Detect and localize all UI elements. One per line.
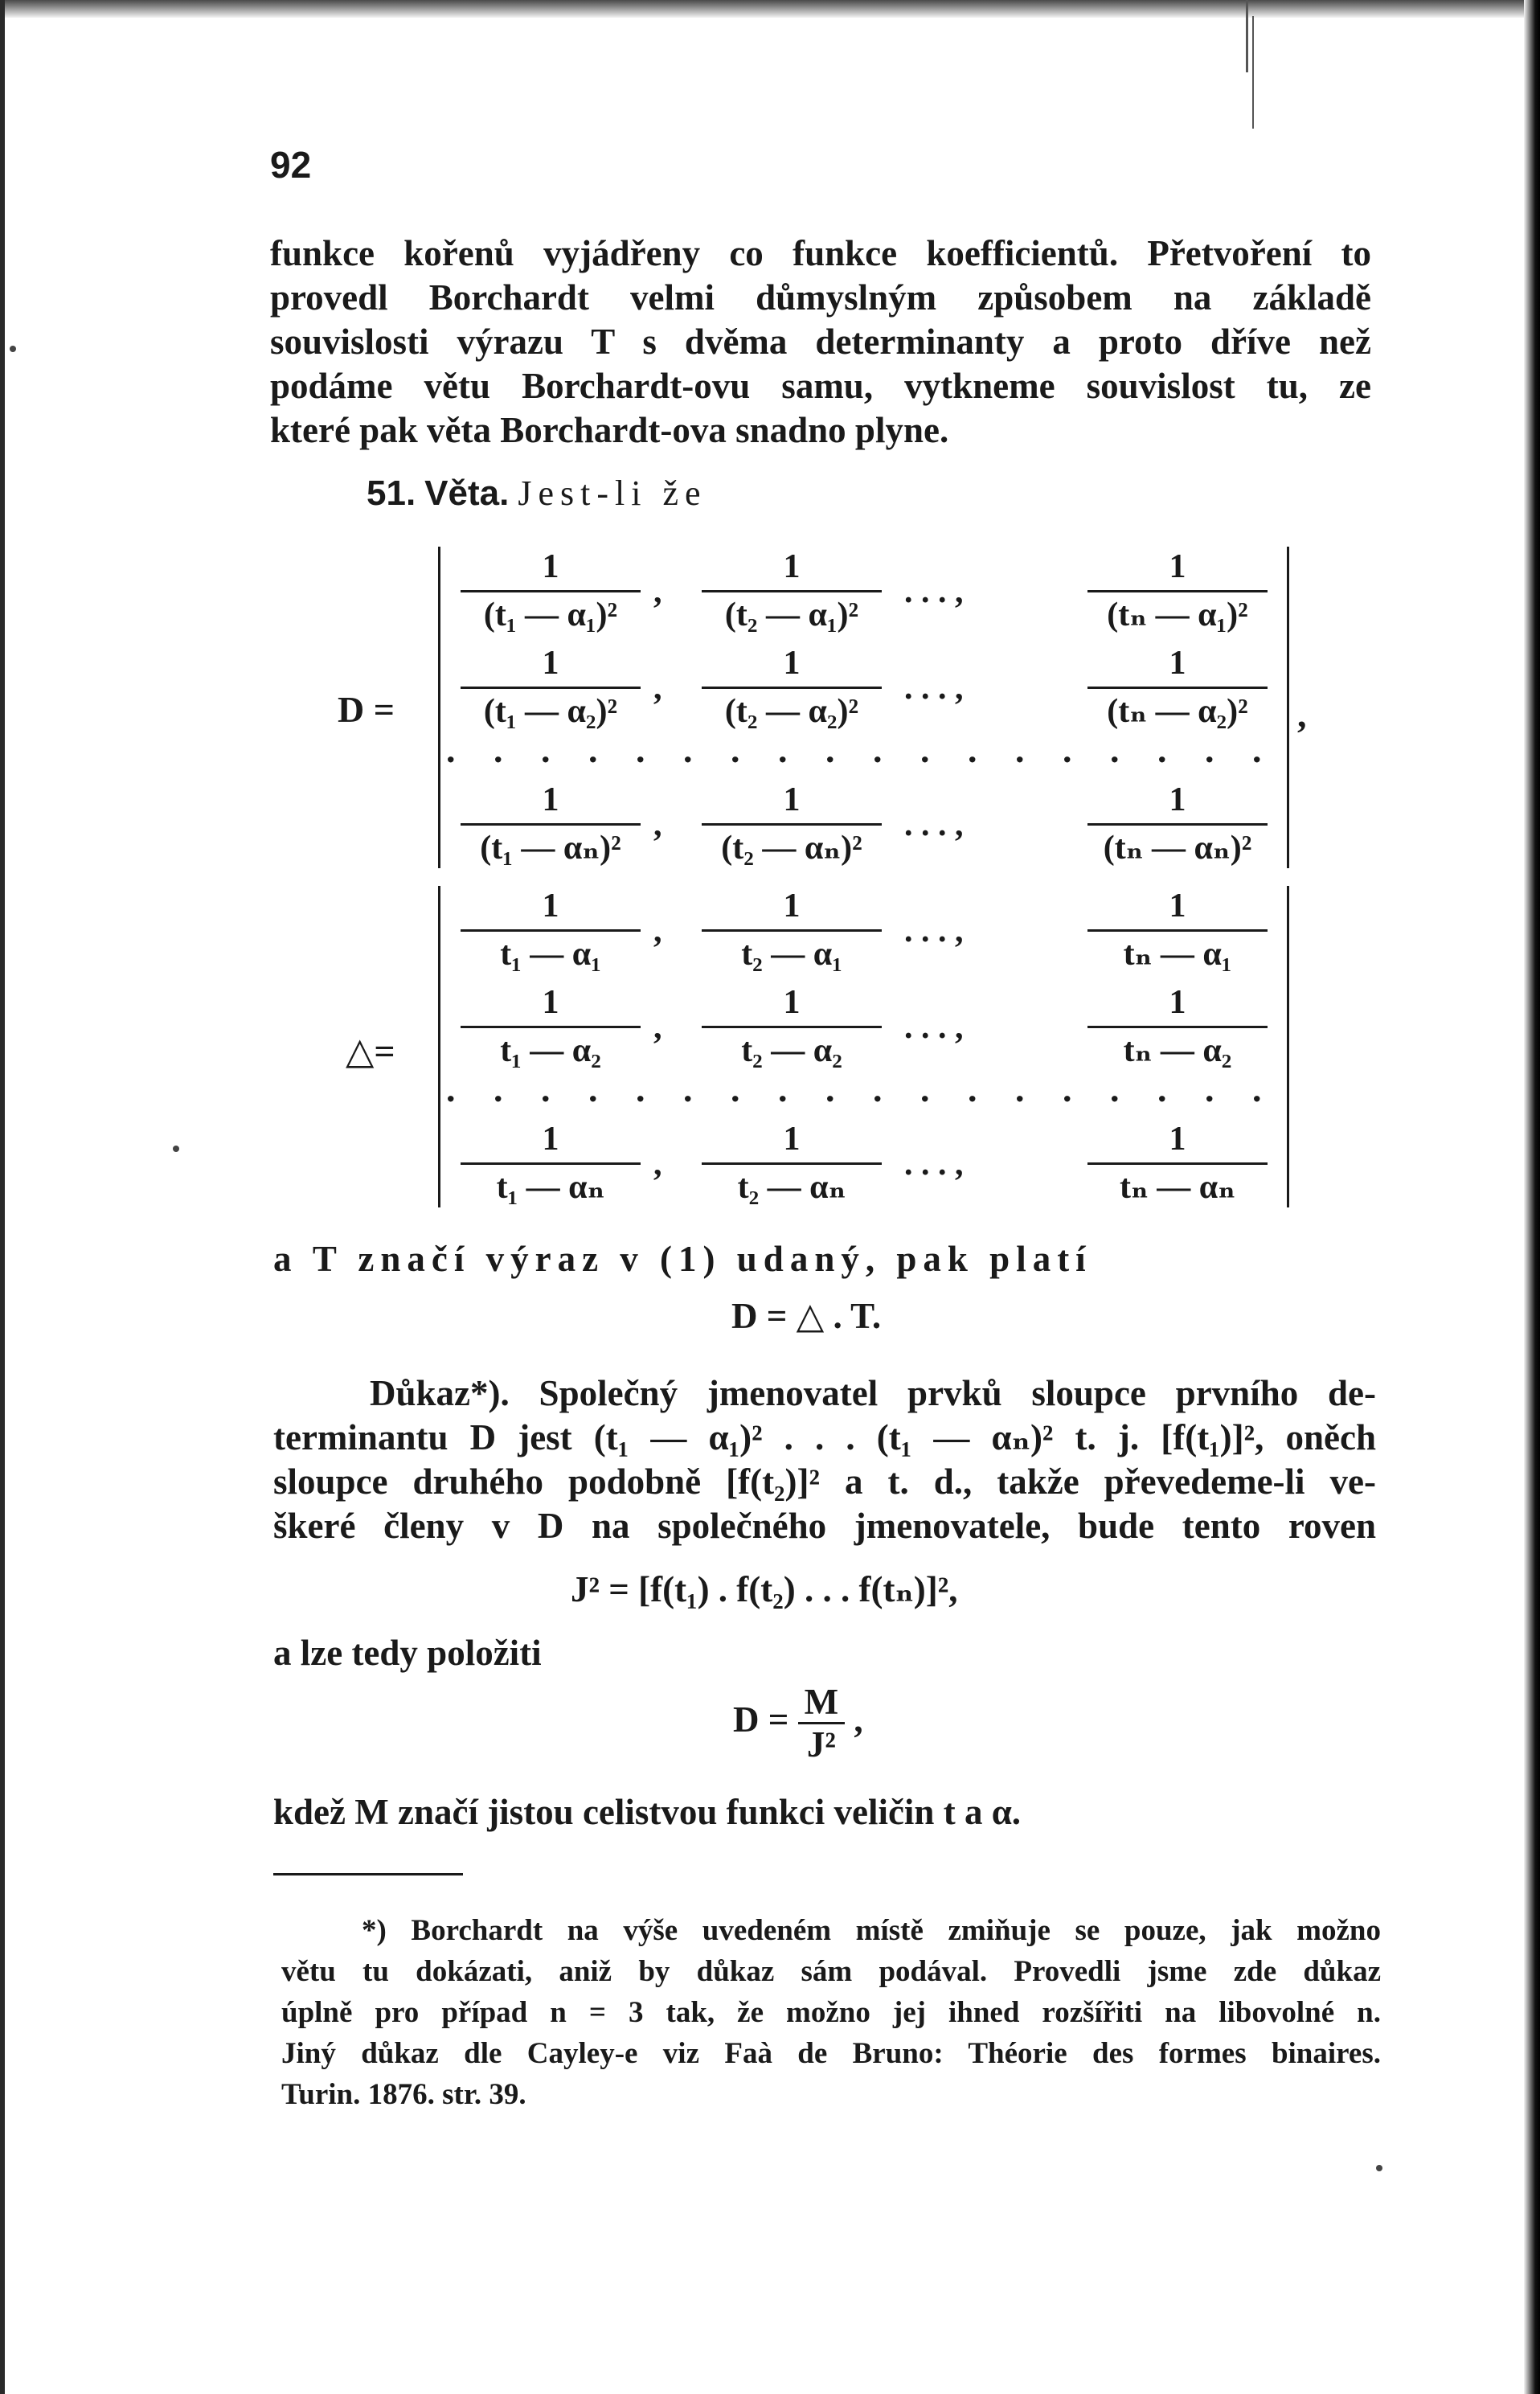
scan-edge-top bbox=[0, 0, 1540, 18]
entry-denominator: tₙ — α₁ bbox=[1123, 936, 1232, 973]
entry-denominator: tₙ — α₂ bbox=[1123, 1032, 1232, 1069]
det-D-trailing-comma: , bbox=[1297, 694, 1307, 735]
text-line: kdež M značí jistou celistvou funkci veličin t a α. bbox=[273, 1792, 1022, 1832]
matrix-entry bbox=[454, 1116, 647, 1210]
entry-denominator: t₂ — α₂ bbox=[741, 1032, 842, 1069]
text-line: terminantu D jest (t₁ — α₁)² . . . (t₁ — αₙ)² t. j. [f(t₁)]², oněch bbox=[273, 1417, 1376, 1457]
determinant-delta bbox=[438, 883, 1290, 1212]
entry-numerator: 1 bbox=[542, 888, 559, 924]
entry-denominator: (t₂ — αₙ)² bbox=[721, 830, 862, 867]
entry-numerator: 1 bbox=[542, 781, 559, 818]
entry-denominator: t₁ — αₙ bbox=[496, 1169, 605, 1206]
scan-dot bbox=[173, 1146, 179, 1152]
matrix-entry bbox=[695, 1116, 888, 1210]
matrix-entry bbox=[454, 777, 647, 871]
matrix-entry bbox=[454, 883, 647, 977]
entry-numerator: 1 bbox=[1169, 781, 1186, 818]
equation-lhs: D = bbox=[733, 1699, 789, 1740]
conclusion-equation: D = △ . T. bbox=[731, 1296, 882, 1336]
matrix-entry bbox=[695, 543, 888, 637]
text-line: a lze tedy položiti bbox=[273, 1633, 542, 1673]
footnote-line: úplně pro případ n = 3 tak, že možno jej ihned rozšířiti na libovolné n. bbox=[281, 1996, 1381, 2029]
det-row bbox=[438, 543, 1290, 640]
scan-edge-right bbox=[1524, 0, 1540, 2394]
entry-numerator: 1 bbox=[1169, 548, 1186, 585]
ellipsis: . . . , bbox=[904, 806, 964, 843]
page-number: 92 bbox=[270, 144, 312, 186]
text-line: Důkaz*). Společný jmenovatel prvků sloupce prvního de- bbox=[370, 1373, 1376, 1413]
fraction bbox=[798, 1682, 845, 1765]
entry-numerator: 1 bbox=[1169, 984, 1186, 1021]
ellipsis: . . . , bbox=[904, 573, 964, 610]
det-row bbox=[438, 777, 1290, 873]
matrix-entry bbox=[695, 777, 888, 871]
equation-J: J² = [f(t₁) . f(t₂) . . . f(tₙ)]², bbox=[571, 1569, 958, 1609]
text-line: podáme větu Borchardt-ovu samu, vytkneme souvislost tu, ze bbox=[270, 366, 1371, 406]
separator: , bbox=[653, 806, 662, 843]
entry-numerator: 1 bbox=[1169, 645, 1186, 682]
ellipsis: . . . , bbox=[904, 912, 964, 949]
entry-numerator: 1 bbox=[1169, 1121, 1186, 1158]
matrix-entry bbox=[1081, 979, 1274, 1073]
dot-row: . . . . . . . . . . . . . . . . . . bbox=[446, 1068, 1276, 1109]
det-row bbox=[438, 883, 1290, 979]
scan-mark bbox=[1252, 16, 1254, 129]
matrix-entry bbox=[1081, 777, 1274, 871]
entry-denominator: t₁ — α₁ bbox=[500, 936, 601, 973]
entry-numerator: 1 bbox=[542, 548, 559, 585]
det-D-label: D = bbox=[338, 689, 395, 730]
entry-numerator: 1 bbox=[783, 1121, 801, 1158]
conclusion-line: a T značí výraz v (1) udaný, pak platí bbox=[273, 1239, 1092, 1279]
entry-denominator: (t₂ — α₁)² bbox=[724, 596, 859, 633]
entry-numerator: 1 bbox=[542, 1121, 559, 1158]
theorem-heading bbox=[367, 473, 707, 514]
entry-denominator: (tₙ — α₁)² bbox=[1107, 596, 1248, 633]
footnote-line: Jiný důkaz dle Cayley-e viz Faà de Bruno: Théorie des formes binaires. bbox=[281, 2037, 1381, 2070]
entry-numerator: 1 bbox=[1169, 888, 1186, 924]
matrix-entry bbox=[454, 543, 647, 637]
matrix-entry bbox=[454, 979, 647, 1073]
det-row bbox=[438, 640, 1290, 736]
equation-trailing-comma: , bbox=[854, 1699, 863, 1740]
matrix-entry bbox=[695, 640, 888, 734]
text-line: provedl Borchardt velmi důmyslným způsobem na základě bbox=[270, 277, 1371, 318]
separator: , bbox=[653, 912, 662, 949]
separator: , bbox=[653, 1009, 662, 1046]
footnote-line: *) Borchardt na výše uvedeném místě zmiňuje se pouze, jak možno bbox=[362, 1914, 1381, 1947]
theorem-text: Jest-li že bbox=[518, 473, 707, 513]
theorem-number: 51. bbox=[367, 473, 416, 513]
footnote-line: Turin. 1876. str. 39. bbox=[281, 2078, 526, 2111]
entry-denominator: t₁ — α₂ bbox=[500, 1032, 601, 1069]
matrix-entry bbox=[695, 883, 888, 977]
entry-denominator: t₂ — α₁ bbox=[741, 936, 842, 973]
matrix-entry bbox=[695, 979, 888, 1073]
separator: , bbox=[653, 1146, 662, 1183]
text-line: funkce kořenů vyjádřeny co funkce koefficientů. Přetvoření to bbox=[270, 233, 1371, 273]
det-row bbox=[438, 1116, 1290, 1212]
footnote bbox=[281, 1910, 1381, 2115]
scan-dot bbox=[1376, 2165, 1382, 2171]
matrix-entry bbox=[1081, 1116, 1274, 1210]
fraction-numerator: M bbox=[798, 1682, 845, 1724]
entry-numerator: 1 bbox=[542, 645, 559, 682]
matrix-entry bbox=[1081, 543, 1274, 637]
matrix-entry bbox=[1081, 883, 1274, 977]
separator: , bbox=[653, 573, 662, 610]
ellipsis: . . . , bbox=[904, 1009, 964, 1046]
intro-paragraph bbox=[270, 232, 1371, 453]
footnote-rule bbox=[273, 1873, 463, 1875]
text-line: sloupce druhého podobně [f(t₂)]² a t. d., takže převedeme-li ve- bbox=[273, 1461, 1376, 1502]
theorem-title: Věta. bbox=[424, 473, 510, 513]
entry-numerator: 1 bbox=[783, 984, 801, 1021]
dot-row: . . . . . . . . . . . . . . . . . . bbox=[446, 729, 1276, 770]
scan-edge-left bbox=[0, 0, 5, 2394]
text-line: souvislosti výrazu T s dvěma determinanty a proto dříve než bbox=[270, 322, 1371, 362]
ellipsis: . . . , bbox=[904, 670, 964, 707]
scan-dot bbox=[10, 346, 16, 352]
entry-denominator: (tₙ — αₙ)² bbox=[1103, 830, 1252, 867]
equation-D-fraction bbox=[733, 1682, 863, 1765]
det-delta-label: △= bbox=[346, 1031, 395, 1072]
entry-denominator: tₙ — αₙ bbox=[1119, 1169, 1236, 1206]
entry-denominator: (t₁ — αₙ)² bbox=[480, 830, 621, 867]
footnote-line: větu tu dokázati, aniž by důkaz sám podával. Provedli jsme zde důkaz bbox=[281, 1955, 1381, 1988]
entry-numerator: 1 bbox=[783, 888, 801, 924]
entry-denominator: t₂ — αₙ bbox=[737, 1169, 846, 1206]
entry-denominator: (t₁ — α₂)² bbox=[483, 693, 618, 730]
matrix-entry bbox=[1081, 640, 1274, 734]
ellipsis: . . . , bbox=[904, 1146, 964, 1183]
entry-numerator: 1 bbox=[783, 781, 801, 818]
scan-mark bbox=[1246, 0, 1248, 72]
entry-numerator: 1 bbox=[783, 548, 801, 585]
entry-denominator: (t₁ — α₁)² bbox=[483, 596, 618, 633]
fraction-denominator: J² bbox=[806, 1724, 836, 1765]
entry-numerator: 1 bbox=[542, 984, 559, 1021]
entry-numerator: 1 bbox=[783, 645, 801, 682]
entry-denominator: (tₙ — α₂)² bbox=[1107, 693, 1248, 730]
text-line: které pak věta Borchardt-ova snadno plyne. bbox=[270, 410, 949, 450]
proof-paragraph bbox=[273, 1371, 1376, 1548]
separator: , bbox=[653, 670, 662, 707]
determinant-D bbox=[438, 543, 1290, 873]
matrix-entry bbox=[454, 640, 647, 734]
text-line: škeré členy v D na společného jmenovatele, bude tento roven bbox=[273, 1506, 1376, 1546]
entry-denominator: (t₂ — α₂)² bbox=[724, 693, 859, 730]
det-row bbox=[438, 979, 1290, 1076]
